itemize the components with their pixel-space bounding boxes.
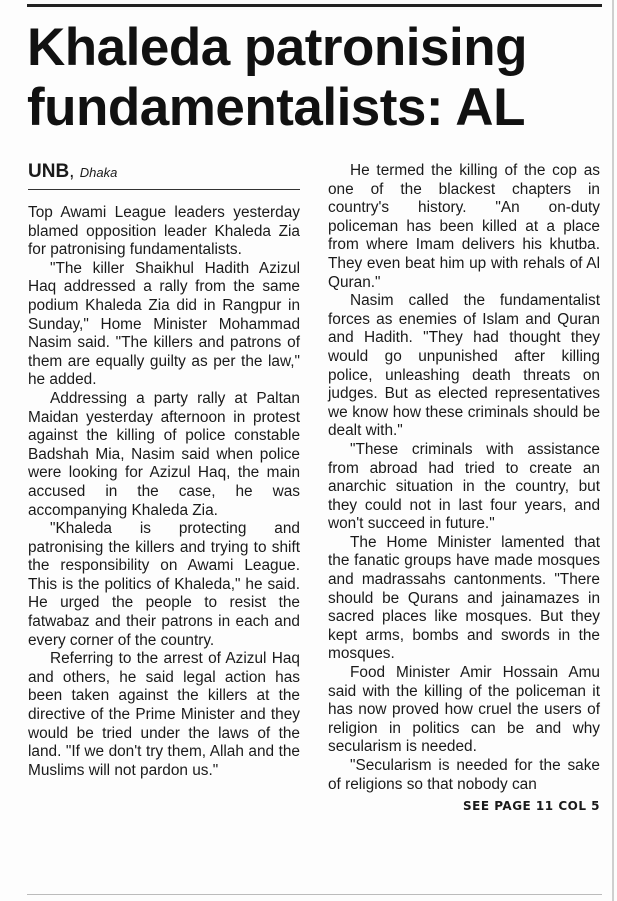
bottom-rule (27, 894, 602, 895)
paragraph: "Khaleda is protecting and patronising the killers and trying to shift the responsibility on Awami League. This is the politics of Khaleda," he said. He urged the people to resist the fatwabaz and their patrons in each and every corner of the country. (28, 520, 300, 649)
paragraph: He termed the killing of the cop as one of the blackest chapters in country's history. "An on-duty policeman has been killed at a place from where Imam delivers his khutba. They even beat him up with rehals of Al Quran." (328, 162, 600, 291)
paragraph: Food Minister Amir Hossain Amu said with the killing of the policeman it has now proved how cruel the users of religion in politics can be and why secularism is needed. (328, 664, 600, 756)
right-column (328, 162, 600, 814)
headline-line-2: fundamentalists: AL (27, 78, 525, 137)
paragraph: Top Awami League leaders yesterday blamed opposition leader Khaleda Zia for patronising fundamentalists. (28, 204, 300, 259)
byline-agency: UNB (28, 161, 70, 182)
right-edge-rule (612, 0, 614, 901)
byline (28, 160, 300, 190)
continuation-jump-line: SEE PAGE 11 COL 5 (463, 799, 600, 814)
paragraph: Referring to the arrest of Azizul Haq and others, he said legal action has been taken against the killers at the directive of the Prime Minister and they would be tried under the laws of the land. "If we don't try them, Allah and the Muslims will not pardon us." (28, 650, 300, 779)
paragraph: Addressing a party rally at Paltan Maidan yesterday afternoon in protest against the killing of police constable Badshah Mia, Nasim said when police were looking for Azizul Haq, the main accused in the case, he was accompanying Khaleda Zia. (28, 389, 300, 519)
paragraph: "The killer Shaikhul Hadith Azizul Haq addressed a rally from the same podium Khaleda Zia did in Rangpur in Sunday," Home Minister Mohammad Nasim said. "The killers and patrons of them are equally guilty as per the law," he added. (28, 259, 300, 389)
paragraph: The Home Minister lamented that the fanatic groups have made mosques and madrassahs cantonments. "There should be Qurans and jainamazes in sacred places like mosques. But they kept arms, bombs and swords in the mosques. (328, 533, 600, 663)
top-rule (27, 4, 602, 7)
paragraph: Nasim called the fundamentalist forces as enemies of Islam and Quran and Hadith. "They had thought they would go unpunished after killing police, unleashing death threats on judges. But as elected representatives we know how these criminals should be dealt with." (328, 292, 600, 440)
headline (27, 18, 607, 138)
headline-line-1: Khaleda patronising (27, 18, 527, 77)
paragraph: "Secularism is needed for the sake of religions so that nobody can (328, 757, 600, 793)
left-column (28, 160, 300, 780)
paragraph: "These criminals with assistance from abroad had tried to create an anarchic situation in the country, but they could not in last four years, and won't succeed in future." (328, 440, 600, 533)
byline-place: Dhaka (79, 165, 118, 180)
byline-separator: , (69, 161, 80, 182)
